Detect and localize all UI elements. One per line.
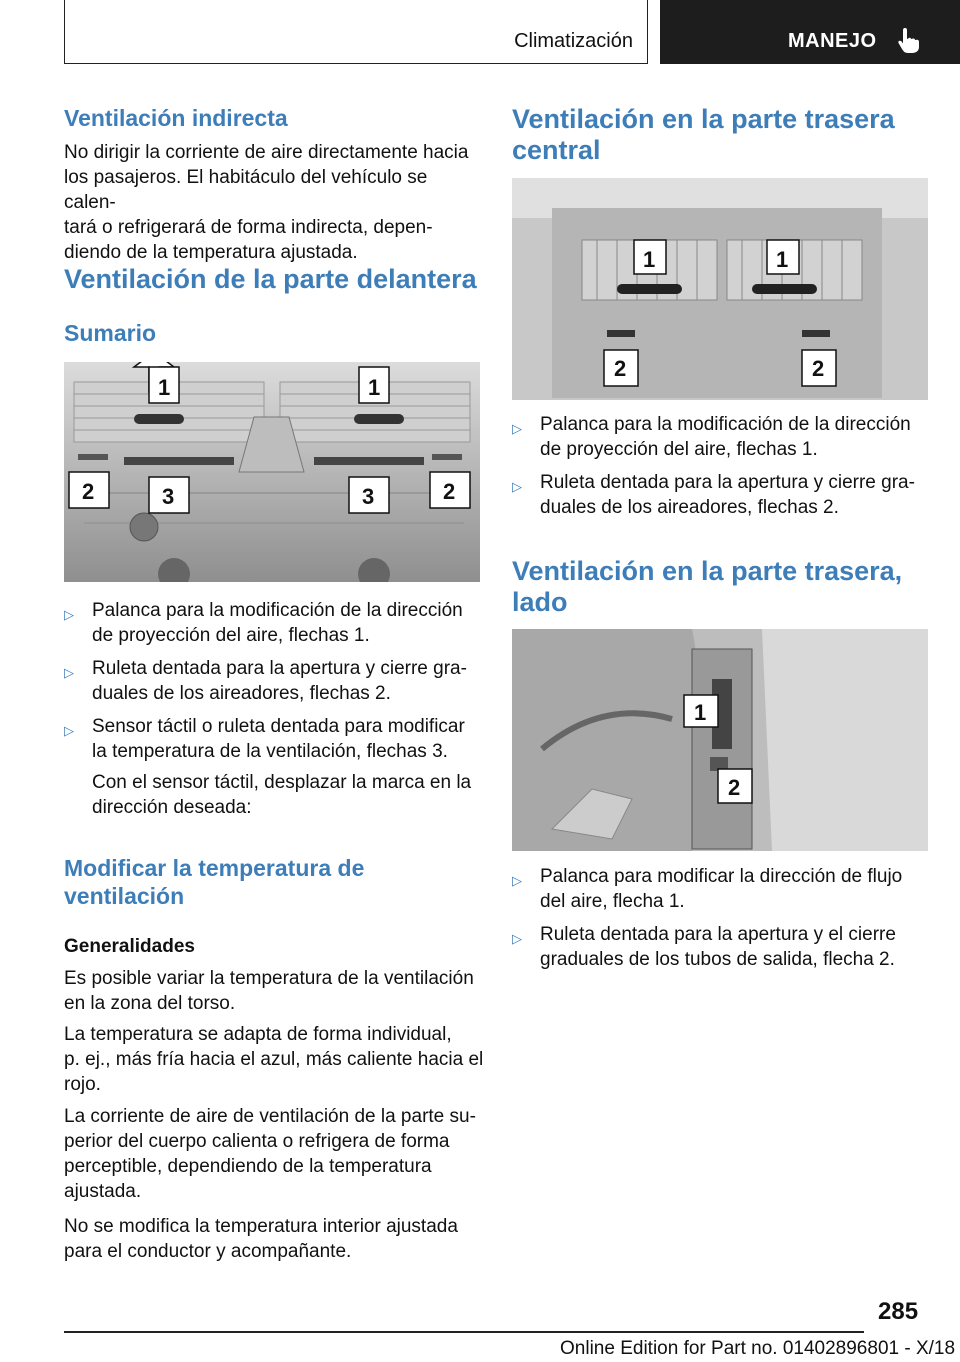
triangle-bullet-icon: ▷ (512, 421, 522, 436)
heading-general: Generalidades (64, 936, 195, 957)
triangle-bullet-icon: ▷ (512, 873, 522, 888)
callout-2-right: 2 (812, 356, 825, 381)
callout-2-left: 2 (614, 356, 627, 381)
callout-1-left: 1 (158, 375, 171, 400)
callout-2-left: 2 (82, 479, 95, 504)
hand-pointer-icon (896, 26, 922, 54)
list-item: ▷ Ruleta dentada para la apertura y cierre gra‐ duales de los aireadores, flechas 2. (64, 658, 467, 704)
front-vents-photo (64, 362, 480, 582)
heading-rear-center: Ventilación en la parte trasera central (512, 104, 895, 165)
list-item: ▷ Palanca para modificar la dirección de flujo del aire, flecha 1. (512, 866, 903, 912)
chapter-label: MANEJO (788, 30, 877, 52)
callout-3-right: 3 (362, 484, 375, 509)
list-item: ▷ Ruleta dentada para la apertura y cierre gra‐ duales de los aireadores, flechas 2. (512, 472, 915, 518)
touch-sensor-note: Con el sensor táctil, desplazar la marca en la dirección deseada: (92, 772, 472, 818)
callout-2: 2 (728, 775, 741, 800)
footer-divider (64, 1331, 864, 1333)
heading-indirect: Ventilación indirecta (64, 105, 288, 131)
section-title: Climatización (514, 30, 633, 52)
callout-1-right: 1 (368, 375, 381, 400)
triangle-bullet-icon: ▷ (512, 931, 522, 946)
paragraph-general-4: No se modifica la temperatura interior ajustada para el conductor y acompañante. (64, 1216, 458, 1262)
heading-rear-side: Ventilación en la parte trasera, lado (512, 556, 903, 617)
callout-2-right: 2 (443, 479, 456, 504)
paragraph-general-1: Es posible variar la temperatura de la ventilación en la zona del torso. (64, 968, 474, 1014)
triangle-bullet-icon: ▷ (64, 723, 74, 738)
triangle-bullet-icon: ▷ (64, 607, 74, 622)
heading-modify-temperature: Modificar la temperatura de ventilación (64, 855, 365, 909)
callout-1: 1 (694, 700, 707, 725)
triangle-bullet-icon: ▷ (512, 479, 522, 494)
chapter-tab[interactable] (660, 0, 960, 64)
rear-side-vent-photo (512, 629, 928, 851)
triangle-bullet-icon: ▷ (64, 665, 74, 680)
list-item: ▷ Palanca para la modificación de la dirección de proyección del aire, flechas 1. (64, 600, 463, 646)
callout-1-left: 1 (643, 247, 656, 272)
rear-center-vents-photo (512, 178, 928, 400)
paragraph-general-2: La temperatura se adapta de forma individual, p. ej., más fría hacia el azul, más caliente hacia el rojo. (64, 1024, 484, 1095)
paragraph-general-3: La corriente de aire de ventilación de la parte su‐ perior del cuerpo calienta o refrigera de forma perceptible, dependiendo de la temperatura ajustada. (64, 1106, 476, 1202)
callout-1-right: 1 (776, 247, 789, 272)
paragraph-indirect: No dirigir la corriente de aire directamente hacia los pasajeros. El habitáculo del vehículo se calen‐ tará o refrigerará de forma indirecta, depen‐ diendo de la temperatura ajustada. (64, 142, 469, 263)
heading-front-ventilation: Ventilación de la parte delantera (64, 264, 477, 294)
header-section-box (64, 0, 648, 64)
heading-summary: Sumario (64, 320, 157, 346)
list-item: ▷ Palanca para la modificación de la dirección de proyección del aire, flechas 1. (512, 414, 911, 460)
list-item: ▷ Ruleta dentada para la apertura y el cierre graduales de los tubos de salida, flecha 2. (512, 924, 896, 970)
callout-3-left: 3 (162, 484, 175, 509)
list-item: ▷ Sensor táctil o ruleta dentada para modificar la temperatura de la ventilación, flechas 3. (64, 716, 465, 762)
footer-edition: Online Edition for Part no. 01402896801 - X/18 (560, 1338, 956, 1359)
page-number: 285 (878, 1298, 919, 1325)
